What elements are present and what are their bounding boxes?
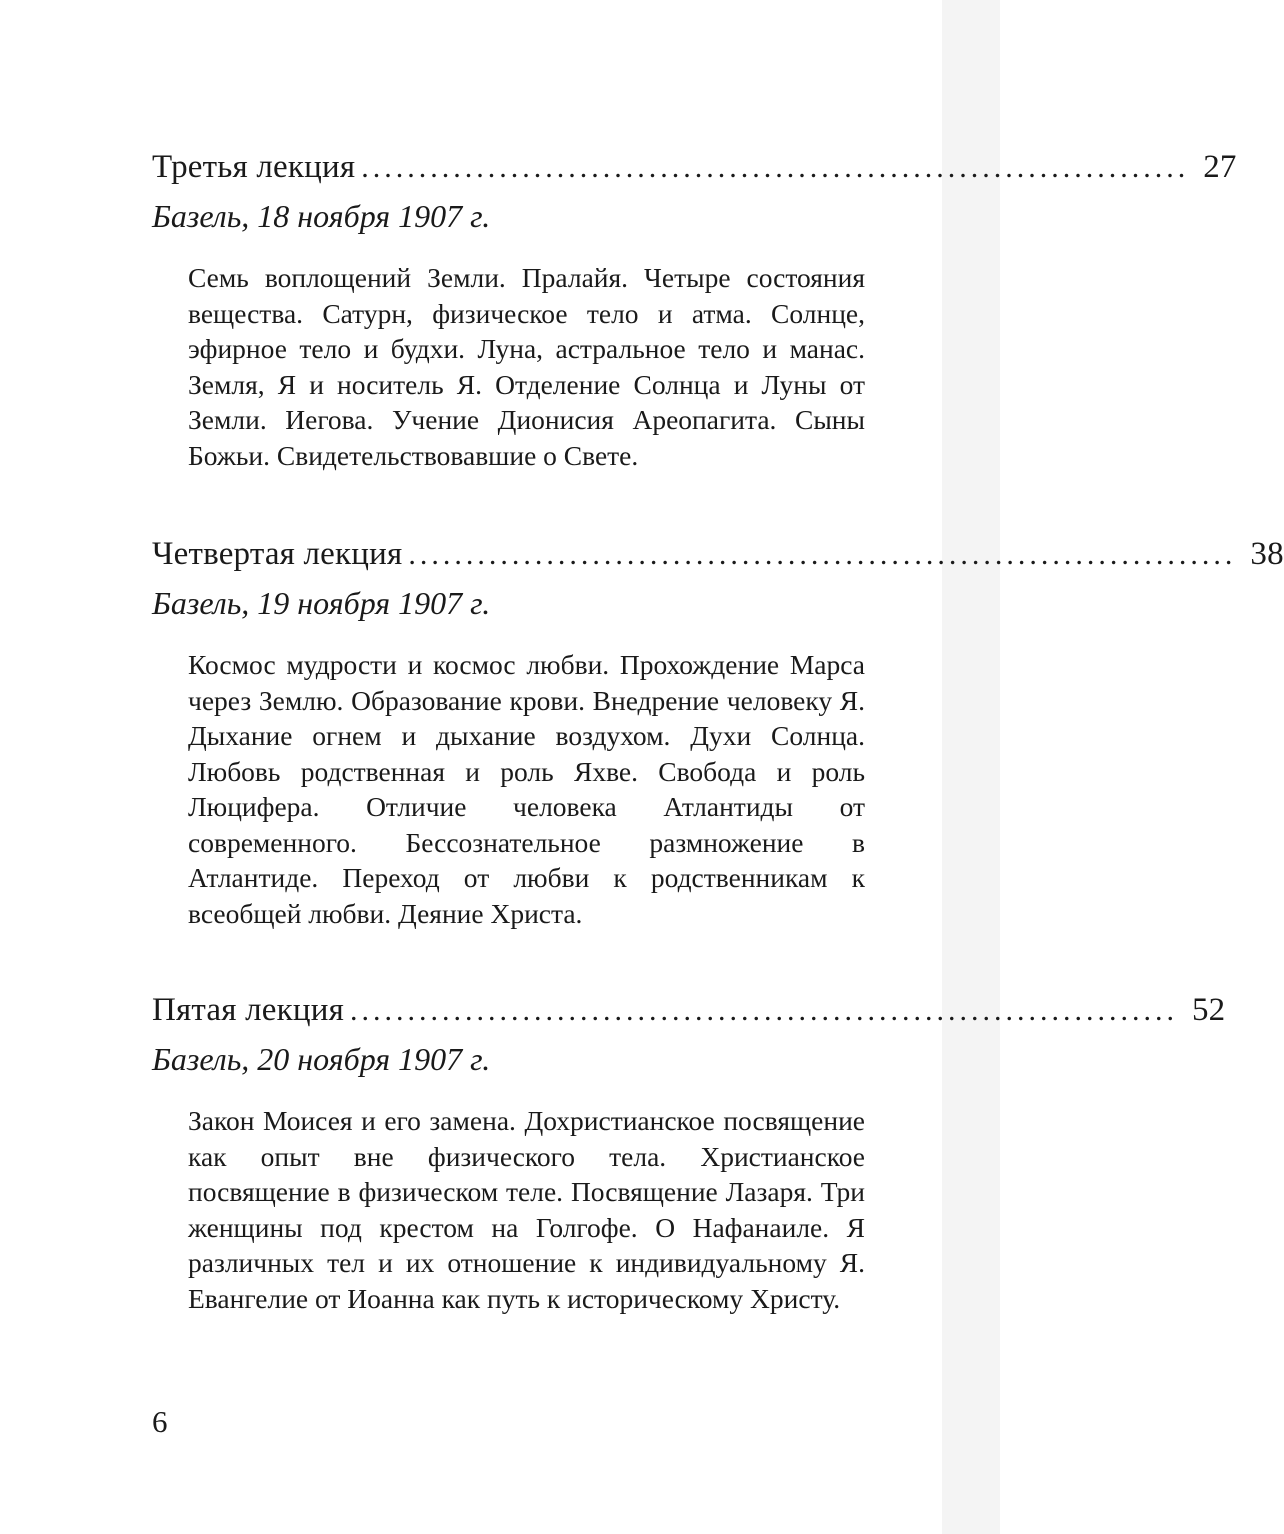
- toc-entry-lecture-4: [152, 534, 1284, 931]
- lecture-date: Базель, 18 ноября 1907 г.: [152, 198, 491, 234]
- toc-entry-heading: [152, 147, 1237, 188]
- page-edge-shadow: [942, 0, 1000, 1534]
- lecture-title: Четвертая лекция: [152, 536, 403, 572]
- lecture-title: Третья лекция: [152, 149, 356, 185]
- page-number: 27: [1203, 149, 1237, 185]
- dot-leader: ........................................................................: [408, 538, 1237, 571]
- lecture-summary: Семь воплощений Земли. Пралайя. Четыре состояния вещества. Сатурн, физическое тело и атма. Солнце, эфирное тело и будхи. Луна, астральное тело и манас. Земля, Я и носитель Я. Отделение Солнца и Луны от Земли. Иегова. Учение Дионисия Ареопагита. Сыны Божьи. Свидетельствовавшие о Свете.: [188, 262, 865, 471]
- toc-entry-heading: [152, 534, 1284, 575]
- toc-entry-heading: [152, 990, 1226, 1031]
- lecture-date: Базель, 19 ноября 1907 г.: [152, 585, 491, 621]
- lecture-summary: Закон Моисея и его замена. Дохристианское посвящение как опыт вне физического тела. Христианское посвящение в физическом теле. Посвящение Лазаря. Три женщины под крестом на Голгофе. О Нафанаиле. Я различных тел и их отношение к индивидуальному Я. Евангелие от Иоанна как путь к историческому Христу.: [188, 1105, 865, 1314]
- lecture-title: Пятая лекция: [152, 992, 344, 1028]
- lecture-summary: Космос мудрости и космос любви. Прохождение Марса через Землю. Образование крови. Внедрение человеку Я. Дыхание огнем и дыхание воздухом. Духи Солнца. Любовь родственная и роль Яхве. Свобода и роль Люцифера. Отличие человека Атлантиды от современного. Бессознательное размножение в Атлантиде. Переход от любви к родственникам к всеобщей любви. Деяние Христа.: [188, 649, 865, 929]
- page-number: 52: [1191, 992, 1226, 1028]
- lecture-date: Базель, 20 ноября 1907 г.: [152, 1041, 491, 1077]
- page-folio-number: 6: [152, 1404, 168, 1439]
- toc-entry-lecture-5: [152, 990, 1226, 1316]
- dot-leader: ........................................................................: [349, 994, 1178, 1027]
- page-number: 38: [1250, 536, 1284, 572]
- toc-entry-lecture-3: [152, 147, 1237, 473]
- dot-leader: ........................................................................: [361, 151, 1190, 184]
